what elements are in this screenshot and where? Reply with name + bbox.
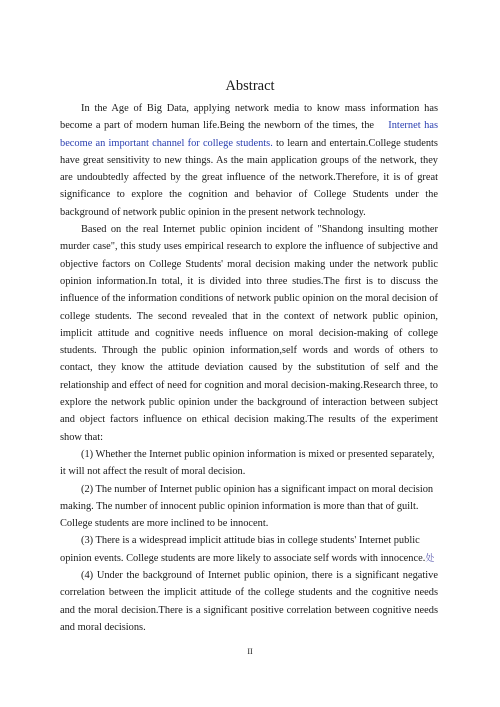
paragraph-intro-start: In the Age of Big Data, applying network media to know mass information has become a part of modern human life.Being the newborn of the times, the <box>60 103 438 132</box>
page-title: Abstract <box>225 78 275 94</box>
paragraph-intro-end: to learn and entertain.College students have great sensitivity to new things. As the main application groups of the network, they are undoubtedly affected by the great influence of the network.Therefore, it is of great significance to explore the cognition and behavior of College Students under the background of network public opinion in the present network technology. <box>60 137 438 218</box>
page-number: II <box>247 647 253 656</box>
abstract-body <box>60 100 438 636</box>
result-item-3 <box>60 532 438 567</box>
paragraph-study: Based on the real Internet public opinion incident of "Shandong insulting mother murder case", this study uses empirical research to explore the influence of subjective and objective factors on College Students' moral decision making under the network public opinion information.In total, it is divided into three studies.The first is to discuss the influence of the information conditions of network public opinion on the moral decision of college students. The second revealed that in the context of network public opinion, implicit attitude and cognitive needs influence on moral decision-making of college students. Through the public opinion information,self words and words of others to contact, they know the attitude deviation caused by the substitution of self and the relationship and effect of need for cognition and moral decision-making.Research three, to explore the network public opinion under the background of interaction between subject and object factors influence on ethical decision making.The results of the experiment show that: <box>60 224 438 443</box>
paragraph-intro <box>60 100 438 221</box>
highlighted-link-text[interactable]: Internet has become an important channel for college students. <box>60 120 439 149</box>
stray-glyph: 处 <box>425 552 435 563</box>
result-item-2: (2) The number of Internet public opinion has a significant impact on moral decision making. The number of innocent public opinion information is more than that of guilt. College students are more inclined to be innocent. <box>60 483 434 530</box>
result-item-1: (1) Whether the Internet public opinion information is mixed or presented separately, it will not affect the result of moral decision. <box>60 448 435 478</box>
result-item-3-text: (3) There is a widespread implicit attitude bias in college students' Internet public opinion events. College students are more likely to associate self words with innocence. <box>60 535 426 564</box>
result-item-4: (4) Under the background of Internet public opinion, there is a significant negative correlation between the implicit attitude of the college students and the cognitive needs and the moral decision.There is a significant positive correlation between cognitive needs and moral decisions. <box>60 570 438 633</box>
